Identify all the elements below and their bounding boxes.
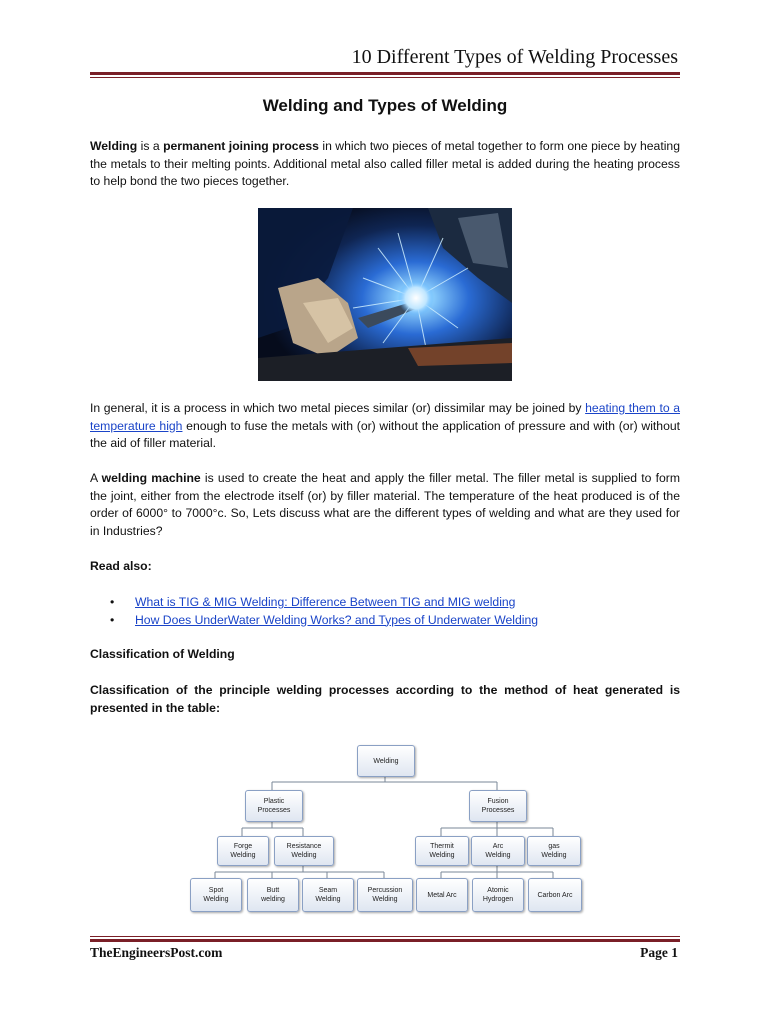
node-butt-welding [247, 878, 299, 912]
heating-link[interactable]: heating them to a temperature high [90, 401, 680, 433]
machine-bold: welding machine [101, 471, 201, 485]
node-carbon-arc-label: Carbon Arc [537, 891, 573, 899]
node-atomic-line2: Hydrogen [482, 896, 514, 903]
node-fusion-line2: Processes [481, 807, 515, 814]
machine-text-2: is used to create the heat and apply the filler metal. The filler metal is supplied to form the joint, either from the electrode itself (or) by filler material. The temperature of the heat produced is of the order of 6000° to 7000°c. So, Lets discuss what are the different types of welding and what are they used for in Industries? [90, 471, 681, 538]
node-atomic-hydrogen [472, 878, 524, 912]
header-rule-thin [90, 77, 680, 78]
classification-text: Classification of the principle welding processes according to the method of heat generated is presented in the table: [90, 683, 680, 715]
footer-rule-thin [90, 936, 680, 937]
node-forge-welding [217, 836, 269, 866]
node-gas-line2: Welding [541, 852, 567, 859]
footer-page-number: Page 1 [640, 945, 678, 960]
intro-paragraph [90, 138, 680, 191]
intro-text-2: in which two pieces of metal together to form one piece by heating the metals to their melting points. Additional metal also called filler metal is added during the heating process to help bond the two pieces together. [90, 139, 680, 188]
bullet-icon: • [110, 612, 115, 627]
node-arc-welding [471, 836, 525, 866]
node-spot-line2: Welding [203, 896, 229, 903]
read-also-list [110, 594, 670, 629]
list-item [110, 612, 670, 630]
footer-site: TheEngineersPost.com [90, 945, 223, 960]
welding-classification-diagram [185, 740, 585, 915]
node-seam-line1: Seam [318, 887, 338, 894]
node-forge-line2: Welding [230, 852, 256, 859]
node-butt-line1: Butt [266, 887, 280, 894]
node-arc-line2: Welding [485, 852, 511, 859]
node-thermit-welding [415, 836, 469, 866]
machine-text-1: A [90, 471, 102, 485]
node-fusion-processes [469, 790, 527, 822]
general-paragraph [90, 400, 680, 453]
footer-rule [90, 939, 680, 942]
node-percussion-line2: Welding [372, 896, 398, 903]
welding-photo [258, 208, 512, 381]
node-seam-welding [302, 878, 354, 912]
node-forge-line1: Forge [233, 843, 253, 850]
node-thermit-line1: Thermit [430, 843, 454, 850]
intro-bold-welding: Welding [90, 139, 138, 153]
node-resistance-line2: Welding [291, 852, 317, 859]
bullet-icon: • [110, 595, 115, 609]
node-gas-line1: gas [548, 843, 560, 850]
read-also-label: Read also: [90, 559, 152, 573]
node-plastic-processes [245, 790, 303, 822]
node-fusion-line1: Fusion [487, 798, 509, 805]
underwater-welding-link[interactable]: How Does UnderWater Welding Works? and Types of Underwater Welding [135, 612, 539, 627]
node-plastic-line1: Plastic [263, 798, 285, 805]
general-text-1: In general, it is a process in which two metal pieces similar (or) dissimilar may be joined by [90, 401, 586, 415]
node-welding [357, 745, 415, 777]
node-spot-welding [190, 878, 242, 912]
document-header-title: 10 Different Types of Welding Processes [351, 46, 678, 68]
node-gas-welding [527, 836, 581, 866]
general-text-2: enough to fuse the metals with (or) without the application of pressure and with (or) without the aid of filler material. [90, 418, 681, 450]
article-heading: Welding and Types of Welding [262, 96, 508, 115]
node-seam-line2: Welding [315, 896, 341, 903]
node-plastic-line2: Processes [257, 807, 291, 814]
list-item [110, 594, 670, 612]
node-carbon-arc [528, 878, 582, 912]
header-rule [90, 72, 680, 75]
node-percussion-welding [357, 878, 413, 912]
node-arc-line1: Arc [492, 843, 504, 850]
intro-text-1: is a [137, 139, 164, 153]
tig-mig-link[interactable]: What is TIG & MIG Welding: Difference Between TIG and MIG welding [135, 595, 516, 609]
node-thermit-line2: Welding [429, 852, 455, 859]
classification-heading: Classification of Welding [90, 647, 235, 661]
node-atomic-line1: Atomic [487, 887, 509, 894]
machine-paragraph [90, 470, 680, 540]
node-spot-line1: Spot [208, 887, 224, 894]
node-resistance-line1: Resistance [286, 843, 322, 850]
node-resistance-welding [274, 836, 334, 866]
node-metal-arc [416, 878, 468, 912]
node-metal-arc-label: Metal Arc [427, 891, 457, 899]
node-butt-line2: welding [261, 896, 285, 903]
node-welding-label: Welding [373, 757, 399, 765]
node-percussion-line1: Percussion [367, 887, 403, 894]
intro-bold-process: permanent joining process [163, 139, 319, 153]
